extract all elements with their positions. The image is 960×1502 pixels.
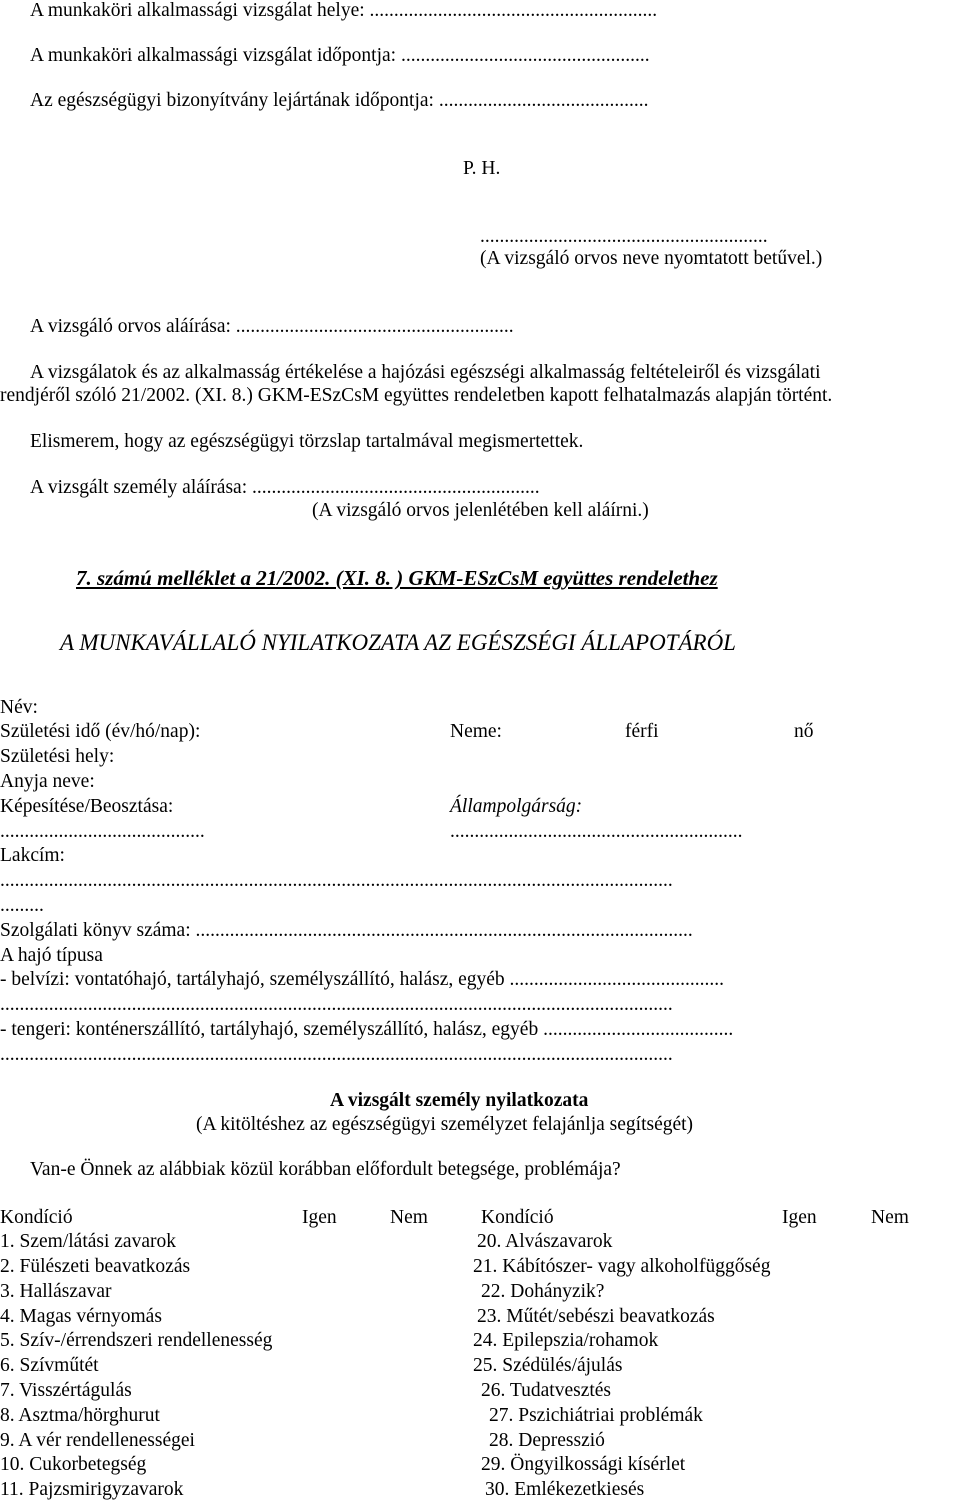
doctor-name-note: (A vizsgáló orvos neve nyomtatott betűvel.) — [480, 248, 823, 269]
exam-place-line: A munkaköri alkalmassági vizsgálat helye: ........................................................... — [30, 0, 658, 21]
evaluation-text-line1: A vizsgálatok és az alkalmasság értékelése a hajózási egészségi alkalmasság feltételeiről és vizsgálati — [30, 362, 821, 383]
condition-right: 30. Emlékezetkiesés — [485, 1479, 645, 1500]
condition-left: 9. A vér rendellenességei — [0, 1430, 195, 1451]
birth-date-label: Születési idő (év/hó/nap): — [0, 721, 201, 742]
annex-heading: A MUNKAVÁLLALÓ NYILATKOZATA AZ EGÉSZSÉGI ÁLLAPOTÁRÓL — [60, 630, 736, 655]
condition-left: 3. Hallászavar — [0, 1281, 112, 1302]
address-dots-line1: .......................................................................................................................................... — [0, 870, 673, 891]
birth-place-label: Születési hely: — [0, 746, 115, 767]
col-header-no-right: Nem — [871, 1207, 909, 1228]
annex-title: 7. számú melléklet a 21/2002. (XI. 8. ) GKM-ESzCsM együttes rendelethez — [76, 566, 718, 590]
qualification-dots: .......................................... — [0, 821, 205, 842]
acknowledgement-text: Elismerem, hogy az egészségügyi törzslap tartalmával megismertettek. — [30, 431, 584, 452]
condition-right: 24. Epilepszia/rohamok — [473, 1330, 659, 1351]
exam-date-line: A munkaköri alkalmassági vizsgálat időpontja: ................................................... — [30, 45, 650, 66]
condition-left: 8. Asztma/hörghurut — [0, 1405, 160, 1426]
sea-dots-line: .......................................................................................................................................... — [0, 1044, 673, 1065]
condition-left: 6. Szívműtét — [0, 1355, 99, 1376]
person-signature-line: A vizsgált személy aláírása: ........................................................... — [30, 477, 540, 498]
condition-left: 2. Fülészeti beavatkozás — [0, 1256, 191, 1277]
col-header-condition-left: Kondíció — [0, 1207, 73, 1228]
sex-male-option: férfi — [625, 721, 659, 742]
declaration-title: A vizsgált személy nyilatkozata — [330, 1090, 589, 1111]
condition-right: 21. Kábítószer- vagy alkoholfüggőség — [473, 1256, 771, 1277]
condition-right: 22. Dohányzik? — [481, 1281, 605, 1302]
condition-right: 28. Depresszió — [489, 1430, 605, 1451]
condition-right: 25. Szédülés/ájulás — [473, 1355, 623, 1376]
citizenship-label: Állampolgárság: — [450, 796, 583, 817]
condition-right: 27. Pszichiátriai problémák — [489, 1405, 703, 1426]
condition-left: 4. Magas vérnyomás — [0, 1306, 162, 1327]
stamp-label: P. H. — [463, 158, 501, 179]
service-book-line: Szolgálati könyv száma: ...................................................................................................... — [0, 920, 693, 941]
declaration-subtitle: (A kitöltéshez az egészségügyi személyzet felajánlja segítségét) — [196, 1114, 694, 1135]
doctor-name-dots: ........................................................... — [480, 226, 768, 247]
sex-female-option: nő — [794, 721, 814, 742]
sex-label: Neme: — [450, 721, 502, 742]
inland-dots-line: .......................................................................................................................................... — [0, 994, 673, 1015]
qualification-label: Képesítése/Beosztása: — [0, 796, 174, 817]
name-label: Név: — [0, 697, 38, 718]
presence-note: (A vizsgáló orvos jelenlétében kell aláírni.) — [312, 500, 649, 521]
col-header-yes-right: Igen — [782, 1207, 817, 1228]
condition-right: 20. Alvászavarok — [477, 1231, 613, 1252]
condition-left: 7. Visszértágulás — [0, 1380, 132, 1401]
condition-left: 5. Szív-/érrendszeri rendellenesség — [0, 1330, 273, 1351]
inland-ship-line: - belvízi: vontatóhajó, tartályhajó, személyszállító, halász, egyéb ............................................ — [0, 969, 725, 990]
ship-type-label: A hajó típusa — [0, 945, 103, 966]
sea-ship-line: - tengeri: konténerszállító, tartályhajó, személyszállító, halász, egyéb ....................................... — [0, 1019, 734, 1040]
address-label: Lakcím: — [0, 845, 65, 866]
condition-left: 11. Pajzsmirigyzavarok — [0, 1479, 184, 1500]
citizenship-dots: ............................................................ — [450, 821, 743, 842]
condition-right: 29. Öngyilkossági kísérlet — [481, 1454, 686, 1475]
condition-right: 23. Műtét/sebészi beavatkozás — [477, 1306, 715, 1327]
col-header-condition-right: Kondíció — [481, 1207, 554, 1228]
col-header-yes-left: Igen — [302, 1207, 337, 1228]
mother-name-label: Anyja neve: — [0, 771, 95, 792]
doctor-signature-line: A vizsgáló orvos aláírása: ......................................................... — [30, 316, 514, 337]
certificate-expiry-line: Az egészségügyi bizonyítvány lejártának időpontja: ........................................... — [30, 90, 649, 111]
evaluation-text-line2: rendjéről szóló 21/2002. (XI. 8.) GKM-ESzCsM együttes rendeletben kapott felhatalmazás alapján történt. — [0, 385, 833, 406]
col-header-no-left: Nem — [390, 1207, 428, 1228]
condition-left: 1. Szem/látási zavarok — [0, 1231, 176, 1252]
address-dots-line2: ......... — [0, 895, 44, 916]
condition-left: 10. Cukorbetegség — [0, 1454, 147, 1475]
declaration-question: Van-e Önnek az alábbiak közül korábban előfordult betegsége, problémája? — [30, 1159, 621, 1180]
condition-right: 26. Tudatvesztés — [481, 1380, 612, 1401]
